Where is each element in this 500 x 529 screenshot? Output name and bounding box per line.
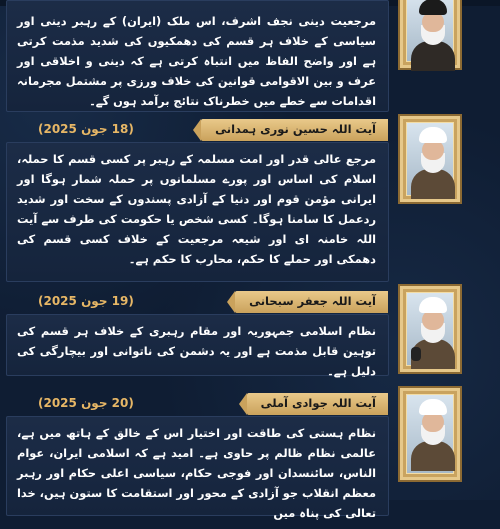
- portrait-image: [407, 123, 453, 195]
- portrait-image: [407, 0, 453, 61]
- microphone-icon: [411, 347, 421, 361]
- portrait-frame: [400, 286, 460, 372]
- statement-date: (19 جون 2025): [38, 294, 134, 308]
- scholar-name-tab: آیت اللہ حسین نوری ہمدانی: [201, 119, 388, 141]
- portrait-image: [407, 293, 453, 365]
- turban: [419, 297, 447, 313]
- statement-text: مرجع عالی قدر اور امت مسلمہ کے رہبر پر کسی قسم کا حملہ، اسلام کی اساس اور پورے مسلمانوں پر حملہ شمار ہوگا اور ایرانی مؤمن قوم اور دنیا کے آزادی پسندوں کے سخت اور شدید ردعمل کا سامنا ہوگا۔ کسی شخص یا حکومت کی طرف سے آیت اللہ خامنہ ای اور شیعہ مرجعیت کے خلاف کسی قسم کی دھمکی اور حملے کا حکم، محارب کا حکم ہے۔: [17, 152, 376, 266]
- face: [422, 310, 444, 330]
- face: [422, 140, 444, 160]
- robe: [411, 41, 455, 71]
- turban: [419, 127, 447, 143]
- scholar-name-tab: آیت اللہ جعفر سبحانی: [235, 291, 388, 313]
- statement-text: نظام اسلامی جمہوریہ اور مقام رہبری کے خلاف ہر قسم کی توہین قابل مذمت ہے اور یہ دشمن کی ناتوانی اور بیچارگی کی دلیل ہے۔: [17, 324, 376, 378]
- face: [422, 412, 444, 432]
- turban: [419, 0, 447, 15]
- turban: [419, 399, 447, 415]
- portrait-frame: [400, 388, 460, 480]
- portrait-frame: [400, 0, 460, 68]
- face: [422, 12, 444, 32]
- statement-date: (20 جون 2025): [38, 396, 134, 410]
- statement-card-najaf: [6, 0, 389, 112]
- robe: [411, 441, 455, 471]
- statement-text: مرجعیت دینی نجف اشرف، اس ملک (ایران) کے رہبر دینی اور سیاسی کے خلاف ہر قسم کی دھمکیوں کی شدید مذمت کرتی ہے اور واضح الفاظ میں انتباہ کرتی ہے کہ دینی و اخلاقی اور عرف و بین الاقوامی قوانین کی خلاف ورزی پر مشتمل مجرمانہ اقدامات سے خطے میں خطرناک نتائج برآمد ہوں گے۔: [17, 14, 376, 108]
- robe: [411, 169, 455, 199]
- portrait-frame: [400, 116, 460, 202]
- portrait-image: [407, 395, 453, 473]
- scholar-name-tab: آیت اللہ جوادی آملی: [247, 393, 388, 415]
- statement-card-javadi-amoli: [6, 416, 389, 520]
- statement-card-hamadani: [6, 142, 389, 282]
- statement-card-sobhani: [6, 314, 389, 376]
- statement-text: نظام ہستی کی طاقت اور اختیار اس کے خالق کے ہاتھ میں ہے، عالمی نظام ظالم پر حاوی ہے۔ امید ہے کہ اسلامی ایران، عوام الناس، سائنسدان اور فوجی حکام، سیاسی اعلی حکام اور رہبر معظم انقلاب جو آزادی کے محور اور استقامت کا ستون ہیں، خدا تعالی کی پناہ میں: [17, 426, 376, 520]
- statement-date: (18 جون 2025): [38, 122, 134, 136]
